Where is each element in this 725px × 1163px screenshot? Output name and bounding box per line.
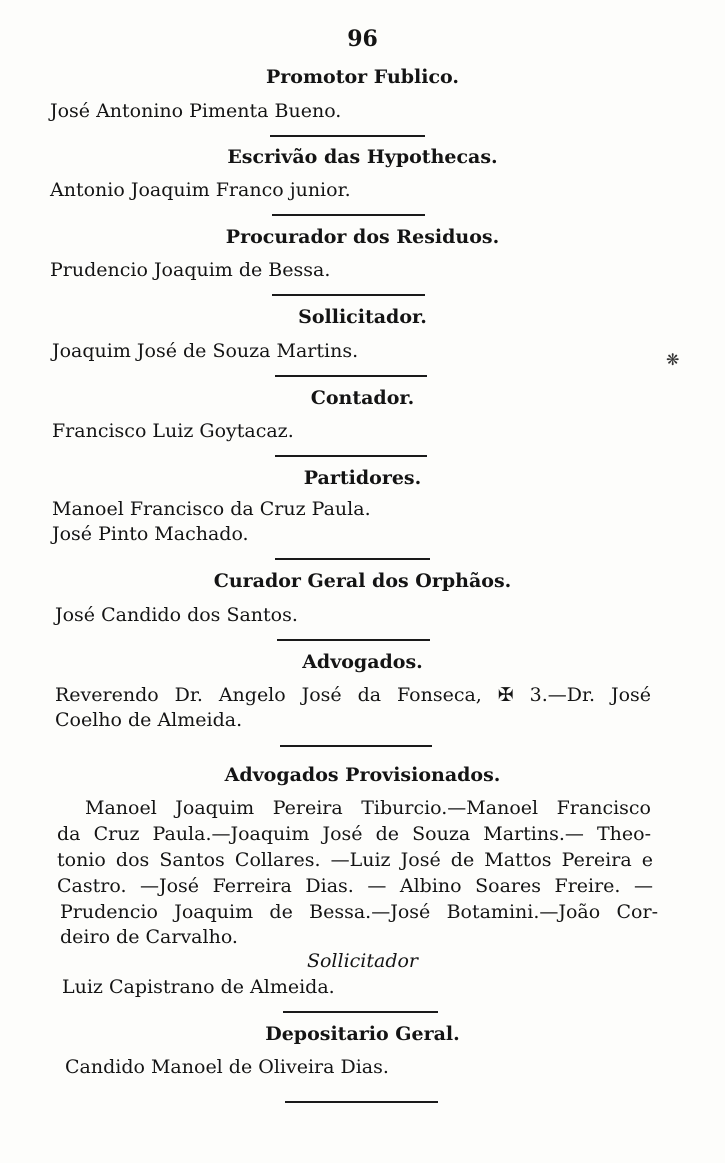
section-divider	[277, 639, 430, 641]
entry-line: Joaquim José de Souza Martins.	[52, 340, 359, 362]
entry-line: deiro de Carvalho.	[60, 926, 238, 948]
section-heading-escrivao: Escrivão das Hypothecas.	[227, 146, 498, 168]
entry-line: Prudencio Joaquim de Bessa.—José Botamini.—João Cor-	[60, 901, 658, 923]
section-heading-curador: Curador Geral dos Orphãos.	[213, 570, 512, 592]
entry-line: tonio dos Santos Collares. —Luiz José de Mattos Pereira e	[57, 849, 653, 871]
section-heading-procurador: Procurador dos Residuos.	[225, 226, 500, 248]
entry-line: Coelho de Almeida.	[55, 709, 243, 731]
section-heading-advogados: Advogados.	[302, 651, 423, 673]
section-heading-depositario: Depositario Geral.	[265, 1023, 460, 1045]
entry-line: da Cruz Paula.—Joaquim José de Souza Martins.— Theo-	[57, 823, 651, 845]
entry-line: Manoel Francisco da Cruz Paula.	[52, 498, 371, 520]
entry-line: José Antonino Pimenta Bueno.	[50, 100, 342, 122]
entry-line: Reverendo Dr. Angelo José da Fonseca, ✠ 3.—Dr. José	[55, 684, 651, 706]
entry-line: Antonio Joaquim Franco junior.	[50, 179, 351, 201]
section-divider	[272, 214, 425, 216]
section-heading-contador: Contador.	[310, 387, 415, 409]
entry-line: Castro. —José Ferreira Dias. — Albino Soares Freire. —	[57, 875, 653, 897]
section-heading-advogados-provisionados: Advogados Provisionados.	[224, 764, 501, 786]
section-divider	[272, 294, 425, 296]
section-divider	[275, 558, 430, 560]
entry-line: Luiz Capistrano de Almeida.	[62, 976, 335, 998]
entry-line: Francisco Luiz Goytacaz.	[52, 420, 294, 442]
subheading-sollicitador: Sollicitador	[306, 950, 419, 972]
entry-line: José Pinto Machado.	[52, 523, 249, 545]
section-heading-promotor: Promotor Fublico.	[265, 66, 460, 88]
page-number: 96	[347, 26, 378, 52]
decorative-ornament-icon: ❋	[666, 350, 680, 369]
section-heading-partidores: Partidores.	[303, 467, 422, 489]
section-divider	[280, 745, 432, 747]
entry-line: Prudencio Joaquim de Bessa.	[50, 259, 331, 281]
section-divider	[283, 1011, 438, 1013]
section-divider	[275, 375, 427, 377]
entry-line: José Candido dos Santos.	[55, 604, 298, 626]
section-divider	[270, 135, 425, 137]
section-divider	[275, 455, 427, 457]
entry-line: Manoel Joaquim Pereira Tiburcio.—Manoel Francisco	[85, 797, 651, 819]
section-heading-sollicitador: Sollicitador.	[298, 306, 427, 328]
entry-line: Candido Manoel de Oliveira Dias.	[65, 1056, 389, 1078]
section-divider-final	[285, 1101, 438, 1103]
